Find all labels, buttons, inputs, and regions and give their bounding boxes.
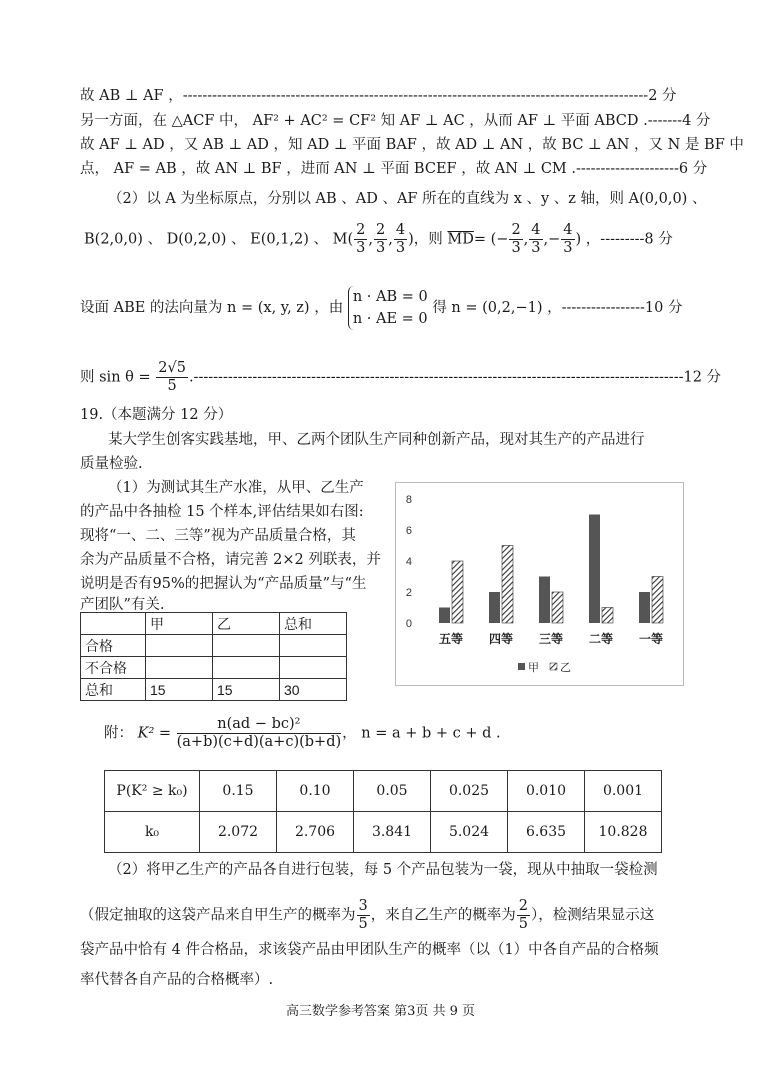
question-19-title: 19.（本题满分 12 分） [80,407,233,423]
line-6-text-b: ，则 [413,231,443,248]
paragraph: 某大学生创客实践基地，甲、乙两个团队生产同种创新产品，现对其生产的产品进行 [108,432,645,448]
table-row: P(K² ≥ k₀) 0.15 0.10 0.05 0.025 0.010 0.001 [105,771,662,812]
fraction: $\frac{\text{n(ad − bc)²}}{(a+b)(c+d)(a+c)(b+d)}$ [176,716,342,750]
paragraph: 的产品中各抽检 15 个样本,评估结果如右图: [80,504,364,520]
bar-chart-svg [396,483,683,685]
table-row: 总和 15 15 30 [81,679,347,701]
table-row: k₀ 2.072 2.706 3.841 5.024 6.635 10.828 [105,812,662,853]
x-tick-label: 四等 [488,632,514,646]
x-tick-label: 二等 [588,632,614,646]
bar-甲 [489,592,500,623]
y-tick-label: 6 [405,525,412,537]
legend-label: 甲 [528,661,539,674]
bar-chart [395,482,684,686]
bar-乙 [552,592,563,623]
paragraph: 说明是否有95%的把握认为“产品质量”与“生 [80,576,367,592]
paragraph: 现将“一、二、三等”视为产品质量合格，其 [80,528,356,544]
line-7-text: 设面 ABE 的法向量为 [80,300,223,316]
line-6: B(2,0,0) 、 D(0,2,0) 、 E(0,1,2) 、 M( $\frac{2}{3}$ , $\frac{2}{3}$ , $\frac{4}{3}$ )，则 $\overline{MD}=$ (− $\frac{2}{3}$ , $\frac{4}{3}$ ,− $\frac{4}{3}$ ) ，---------8 分 [84,222,673,256]
line-2-text: 另一方面，在 △ACF 中， AF² + AC² = CF² 知 AF ⊥ AC ，从而 AF ⊥ 平面 ABCD . [80,113,648,129]
y-tick-label: 8 [405,494,412,506]
contingency-table [80,612,347,701]
formula-line: 附： K² = $\frac{\text{n(ad − bc)²}}{(a+b)(c+d)(a+c)(b+d)}$ ， n = a + b + c + d . [104,716,501,750]
line-3 [80,135,744,155]
paragraph: 余为产品质量不合格，请完善 2×2 列联表，并 [80,552,381,568]
fraction: $\frac{2√5}{5}$ [158,360,186,394]
legend-label: 乙 [560,661,571,674]
legend-swatch-yi [550,663,557,670]
line-4-text: 点， AF = AB ，故 AN ⊥ BF ，进而 AN ⊥ 平面 BCEF ，故 AN ⊥ CM . [80,161,576,177]
paragraph: 袋产品中恰有 4 件合格品，求该袋产品由甲团队生产的概率（以（1）中各自产品的合格频 [80,942,659,958]
bar-甲 [639,592,650,623]
line-5-text: （2）以 A 为坐标原点，分别以 AB 、AD 、AF 所在的直线为 x 、y 、z 轴，则 A(0,0,0) 、 [108,191,707,207]
paragraph: 率代替各自产品的合格概率）. [80,972,274,988]
fraction: $\frac{2}{3}$ [511,222,521,256]
bar-乙 [452,561,463,623]
bar-甲 [539,577,550,624]
dash-leader: ------- [647,113,683,129]
fraction: $\frac{4}{3}$ [563,222,573,256]
line-3-text: 故 AF ⊥ AD ，又 AB ⊥ AD ，知 AD ⊥ 平面 BAF ，故 AD ⊥ AN ，故 BC ⊥ AN ，又 N 是 BF 中 [80,137,744,153]
line-8-text: 则 sin θ = [80,369,151,386]
fraction: $\frac{2}{5}$ [518,898,528,932]
line-2 [80,111,710,131]
critical-value-table [104,770,662,853]
line-1 [80,86,677,106]
line-6-text-d: = (− [473,231,509,248]
page-footer: 高三数学参考答案 第3页 共 9 页 [285,1004,476,1019]
fraction: $\frac{2}{3}$ [376,222,386,256]
dash-leader: ----------------- [561,300,645,316]
bar-甲 [589,515,600,624]
bar-乙 [502,546,513,624]
legend-swatch-jia [518,663,525,670]
equation-system: n · AB = 0 n · AE = 0 [348,286,428,330]
fraction: $\frac{3}{5}$ [358,898,368,932]
line-7 [80,286,682,330]
score-mark: 2 分 [648,88,677,104]
line-4 [80,159,707,179]
line-5 [108,189,706,209]
score-mark: 6 分 [678,161,708,177]
fraction: $\frac{4}{3}$ [395,222,406,256]
dash-leader: ----------------------------------------------------------------------------------------------- [182,88,649,104]
bar-乙 [602,608,613,624]
vector-md: $\overline{MD}$ [447,231,474,248]
line-6-text: B(2,0,0) 、 D(0,2,0) 、 E(0,1,2) 、 M [84,231,348,248]
table-row: 合格 [81,635,347,657]
line-7-text-b: n = (x, y, z) ，由 [227,300,344,316]
fraction: $\frac{4}{3}$ [531,222,541,256]
paragraph: 产团队”有关. [80,597,165,613]
score-mark: 4 分 [682,113,711,129]
dash-leader: --------------------- [575,161,679,177]
bar-甲 [439,608,450,624]
paragraph: （1）为测试其生产水准，从甲、乙生产 [108,480,364,496]
y-tick-label: 0 [405,618,412,630]
fraction: $\frac{2}{3}$ [356,222,366,256]
table-row: 甲 乙 总和 [81,613,347,635]
y-tick-label: 2 [405,587,412,599]
paragraph: （2）将甲乙生产的产品各自进行包装，每 5 个产品包装为一袋，现从中抽取一袋检测 [108,862,658,878]
paragraph: （假定抽取的这袋产品来自甲生产的概率为 $\frac{3}{5}$ ，来自乙生产的概率为 $\frac{2}{5}$ ），检测结果显示这 [80,898,655,932]
x-tick-label: 五等 [438,632,464,646]
table-row: 不合格 [81,657,347,679]
paragraph: 质量检验. [80,456,143,472]
score-mark: 8 分 [644,231,673,248]
line-7-text-c: 得 n = (0,2,−1) ， [432,300,562,316]
dash-leader: --------- [600,231,645,248]
dash-leader: .---------------------------------------------------------------------------------------------------- [188,369,684,386]
score-mark: 12 分 [683,369,722,386]
bar-乙 [652,577,663,624]
score-mark: 10 分 [644,300,683,316]
x-tick-label: 一等 [638,632,664,646]
line-8 [80,360,721,395]
x-tick-label: 三等 [538,632,564,646]
line-1-text: 故 AB ⊥ AF ， [80,88,183,104]
y-tick-label: 4 [405,556,412,568]
